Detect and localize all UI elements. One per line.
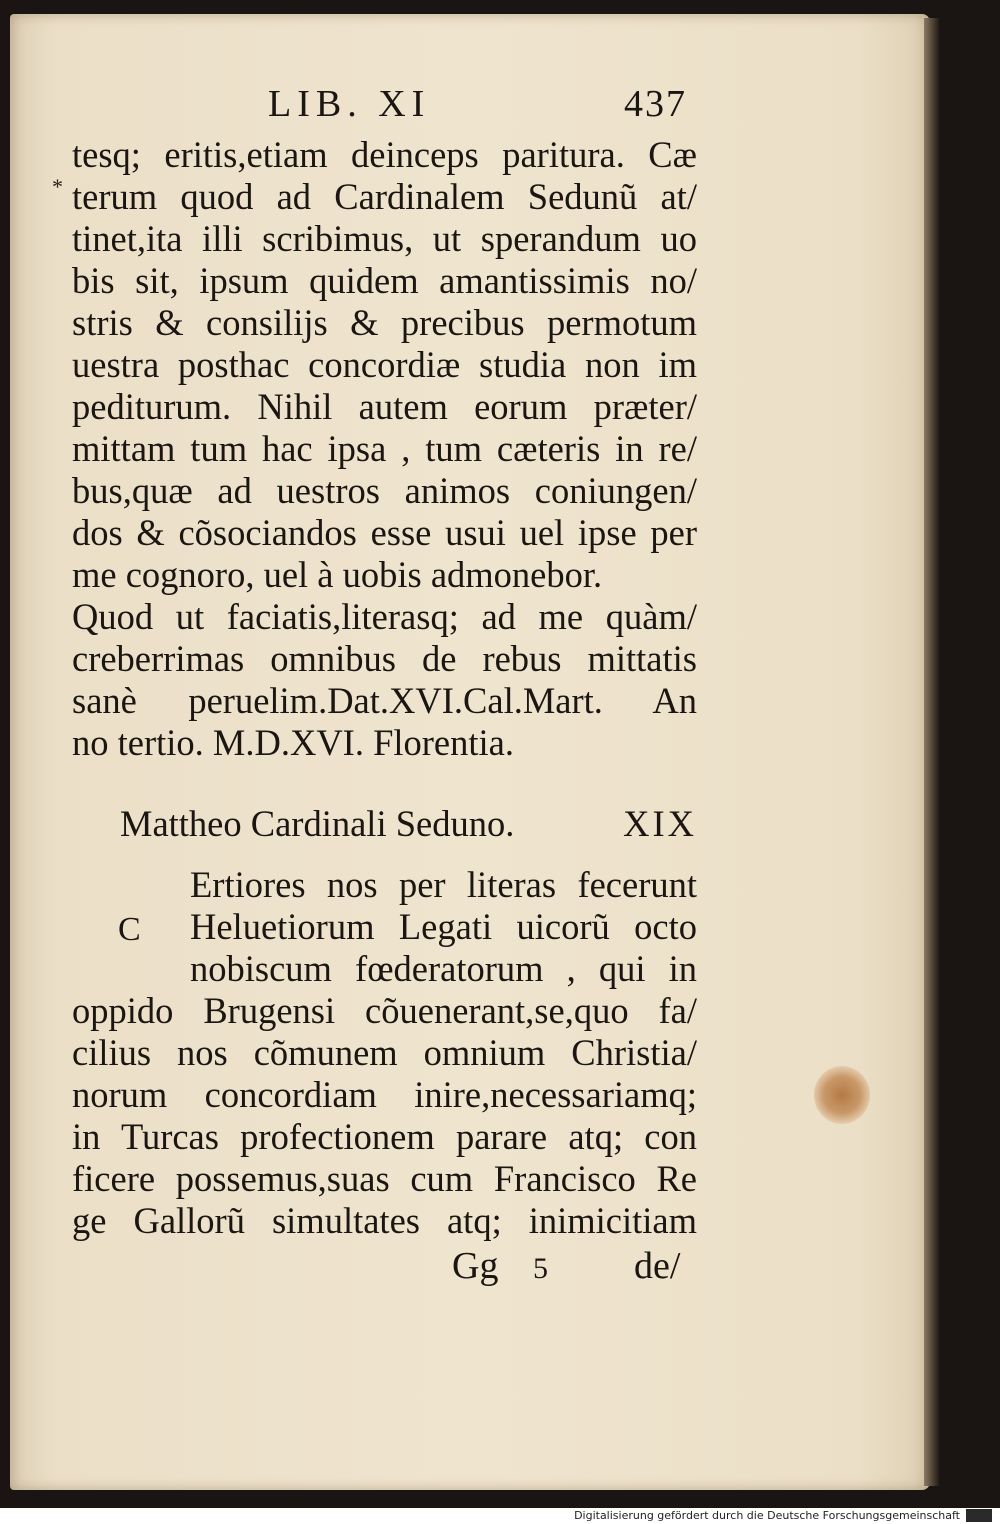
running-head	[0, 82, 1000, 132]
text-line: dos & cõsociandos esse usui uel ipse per	[72, 512, 697, 553]
text-line: mittam tum hac ipsa , tum cæteris in re/	[72, 428, 697, 469]
credit-text: Digitalisierung gefördert durch die Deutsche Forschungsgemeinschaft	[574, 1509, 960, 1522]
text-line: terum quod ad Cardinalem Sedunũ at/	[72, 176, 697, 217]
letter-indented-text	[190, 864, 697, 990]
text-line: stris & consilijs & precibus permotum	[72, 302, 697, 343]
text-line: creberrimas omnibus de rebus mittatis	[72, 638, 697, 679]
text-line: Quod ut faciatis,literasq; ad me quàm/	[72, 596, 697, 637]
text-line: bis sit, ipsum quidem amantissimis no/	[72, 260, 697, 301]
text-line: tesq; eritis,etiam deinceps paritura. Cæ	[72, 134, 697, 175]
text-line: nobiscum fœderatorum , qui in	[190, 948, 697, 989]
running-head-book: LIB. XI	[268, 83, 431, 125]
letter-heading-title: Mattheo Cardinali Seduno.	[120, 803, 515, 844]
text-line: Ertiores nos per literas fecerunt	[190, 864, 697, 905]
text-line: sanè peruelim.Dat.XVI.Cal.Mart. An	[72, 680, 697, 721]
text-line: tinet,ita illi scribimus, ut sperandum uo	[72, 218, 697, 259]
text-line: me cognoro, uel à uobis admonebor.	[72, 554, 603, 595]
page-number: 437	[624, 83, 687, 125]
letter-heading	[120, 802, 697, 846]
text-line: ficere possemus,suas cum Francisco Re	[72, 1158, 697, 1199]
signature-mark: Gg	[452, 1245, 499, 1287]
page-edge	[924, 18, 940, 1486]
text-line: no tertio. M.D.XVI. Florentia.	[72, 722, 514, 763]
letter-continued-text	[72, 134, 697, 764]
text-line: in Turcas profectionem parare atq; con	[72, 1116, 697, 1157]
text-line: norum concordiam inire,necessariamq;	[72, 1074, 697, 1115]
text-line: pediturum. Nihil autem eorum præter/	[72, 386, 697, 427]
catchword: de/	[634, 1245, 681, 1287]
text-line: Heluetiorum Legati uicorũ octo	[190, 906, 697, 947]
dfg-logo-icon	[966, 1509, 992, 1522]
text-line: ge Gallorũ simultates atq; inimicitiam	[72, 1200, 697, 1241]
foxing-stain	[814, 1066, 870, 1124]
letter-number: XIX	[623, 803, 697, 844]
margin-mark: *	[52, 174, 63, 199]
text-line: oppido Brugensi cõuenerant,se,quo fa/	[72, 990, 697, 1031]
text-line: cilius nos cõmunem omnium Christia/	[72, 1032, 697, 1073]
letter-body-text	[72, 990, 697, 1242]
text-line: uestra posthac concordiæ studia non im	[72, 344, 697, 385]
initial-letter: C	[118, 911, 141, 948]
credit-bar	[0, 1508, 1000, 1524]
signature-number: 5	[533, 1252, 548, 1285]
text-line: bus,quæ ad uestros animos coniungen/	[72, 470, 697, 511]
